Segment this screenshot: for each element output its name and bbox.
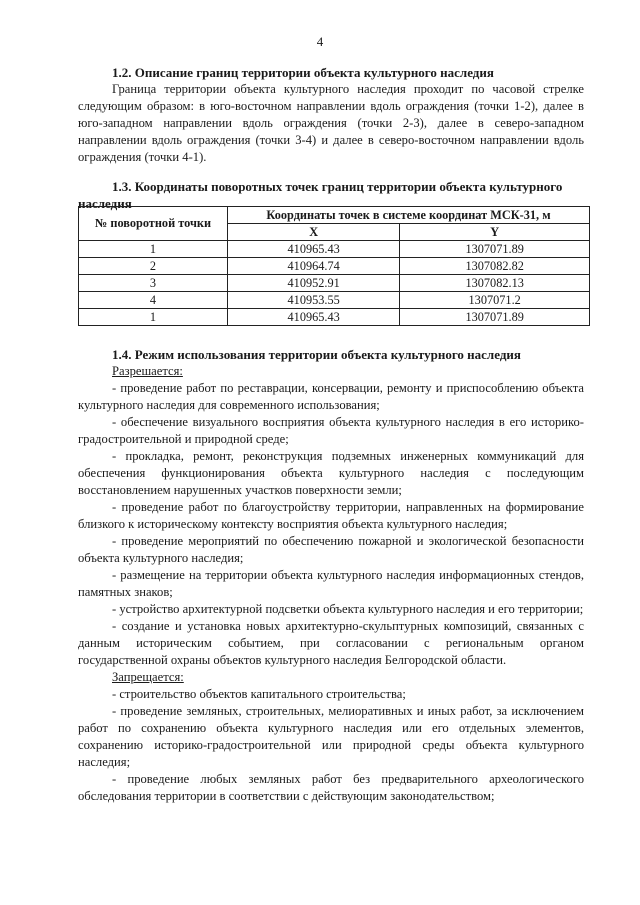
table-row [79,241,590,258]
section-1-2-heading: 1.2. Описание границ территории объекта культурного наследия [112,65,494,80]
y-cell: 1307082.13 [400,275,590,292]
section-1-2 [78,64,584,166]
forbidden-item: - проведение земляных, строительных, мелиоративных и иных работ, за исключением работ по сохранению объекта культурного наследия или его отдельных элементов, сохранению историко-градостроительной или природной среды объекта культурного наследия; [78,704,584,769]
allowed-item: - проведение работ по реставрации, консервации, ремонту и приспособлению объекта культурного наследия для современного использования; [78,381,584,412]
table-header-row [79,207,590,224]
y-cell: 1307071.89 [400,241,590,258]
forbidden-item: - проведение любых земляных работ без предварительного археологического обследования территории в соответствии с действующим законодательством; [78,772,584,803]
table-row [79,309,590,326]
point-cell: 1 [79,241,228,258]
table-row [79,258,590,275]
point-cell: 1 [79,309,228,326]
point-cell: 2 [79,258,228,275]
section-1-3-heading: 1.3. Координаты поворотных точек границ территории объекта культурного наследия [78,179,563,211]
col-point-header: № поворотной точки [79,207,228,241]
section-1-2-text: Граница территории объекта культурного наследия проходит по часовой стрелке следующим образом: в юго-восточном направлении вдоль ограждения (точки 1-2), далее в юго-западном направлении вдоль ограждения (точки 2-3), далее в северо-западном направлении вдоль ограждения (точки 3-4) и далее в северо-восточном направлении вдоль ограждения (точки 4-1). [78,82,584,164]
forbidden-item: - строительство объектов капитального строительства; [112,687,406,701]
page-number: 4 [316,34,324,49]
x-cell: 410964.74 [228,258,400,275]
allowed-label: Разрешается: [112,364,183,378]
x-cell: 410952.91 [228,275,400,292]
point-cell: 3 [79,275,228,292]
col-coords-header: Координаты точек в системе координат МСК-31, м [228,207,590,224]
allowed-item: - проведение мероприятий по обеспечению пожарной и экологической безопасности объекта культурного наследия; [78,534,584,565]
allowed-item: - проведение работ по благоустройству территории, направленных на формирование близкого к историческому контексту восприятия объекта культурного наследия; [78,500,584,531]
col-x-header: X [228,224,400,241]
table-row [79,292,590,309]
y-cell: 1307071.89 [400,309,590,326]
allowed-item: - устройство архитектурной подсветки объекта культурного наследия и его территории; [112,602,584,616]
point-cell: 4 [79,292,228,309]
section-1-4-heading: 1.4. Режим использования территории объекта культурного наследия [112,347,521,362]
allowed-item: - создание и установка новых архитектурно-скульптурных композиций, связанных с данным историческим событием, при согласовании с региональным органом государственной охраны объектов культурного наследия Белгородской области. [78,619,584,667]
x-cell: 410965.43 [228,309,400,326]
section-1-4 [78,346,584,805]
allowed-item: - прокладка, ремонт, реконструкция подземных инженерных коммуникаций для обеспечения функционирования объекта культурного наследия с последующим восстановлением нарушенных участков поверхности земли; [78,449,584,497]
y-cell: 1307082.82 [400,258,590,275]
coordinates-table [78,206,590,326]
allowed-item: - размещение на территории объекта культурного наследия информационных стендов, памятных знаков; [78,568,584,599]
col-y-header: Y [400,224,590,241]
y-cell: 1307071.2 [400,292,590,309]
allowed-item: - обеспечение визуального восприятия объекта культурного наследия в его историко-градостроительной и природной среде; [78,415,584,446]
forbidden-label: Запрещается: [112,670,184,684]
x-cell: 410953.55 [228,292,400,309]
table-row [79,275,590,292]
x-cell: 410965.43 [228,241,400,258]
